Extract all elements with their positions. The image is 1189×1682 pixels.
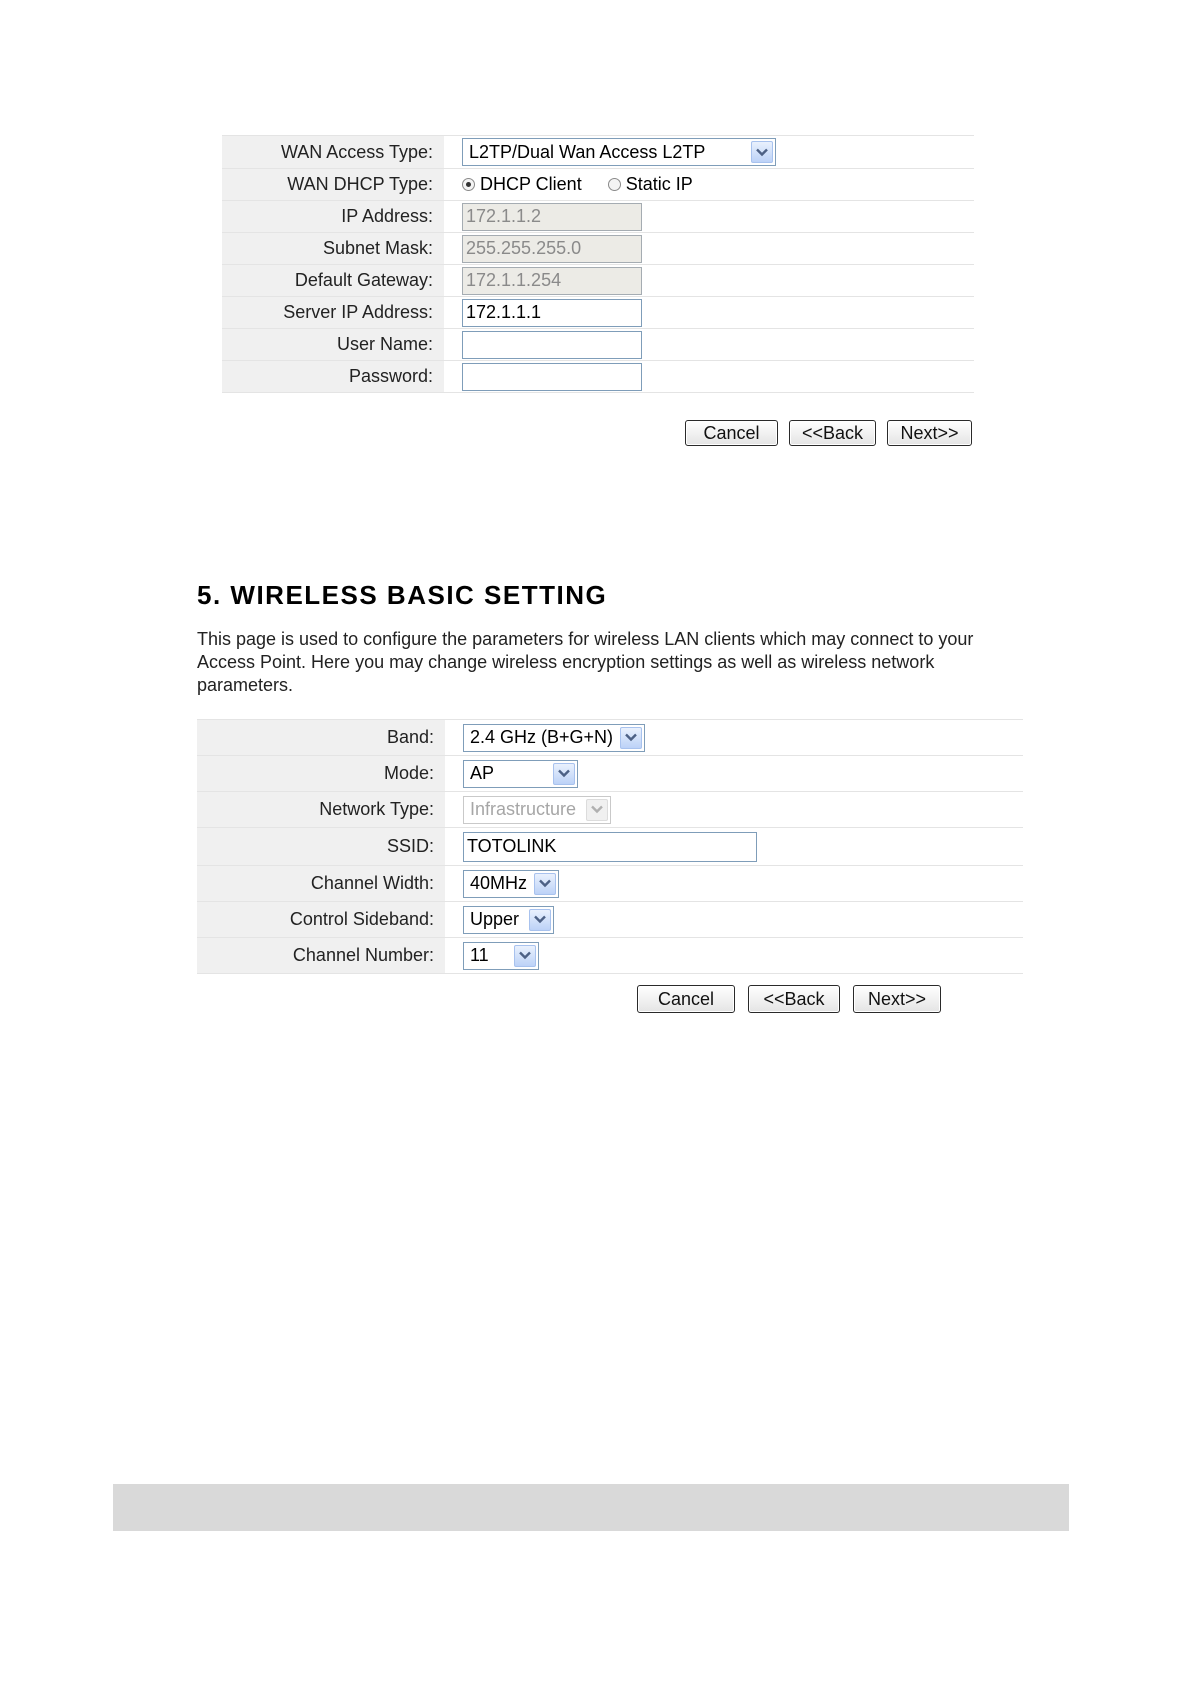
row-mode: [197, 756, 1023, 792]
section-title: 5. WIRELESS BASIC SETTING: [197, 580, 608, 610]
label-default-gateway: Default Gateway:: [222, 265, 444, 296]
wan-access-type-select[interactable]: [462, 138, 776, 166]
default-gateway-field[interactable]: 172.1.1.254: [462, 267, 642, 295]
row-server-ip: [222, 297, 974, 329]
wireless-next-button[interactable]: Next>>: [853, 985, 941, 1013]
user-name-field[interactable]: [462, 331, 642, 359]
wan-back-button[interactable]: <<Back: [789, 420, 876, 446]
label-channel-number: Channel Number:: [197, 938, 445, 973]
channel-width-select[interactable]: [463, 870, 559, 898]
chevron-down-icon: [529, 909, 551, 931]
row-subnet-mask: [222, 233, 974, 265]
radio-dot-icon: [462, 178, 475, 191]
label-band: Band:: [197, 720, 445, 755]
chevron-down-icon: [553, 763, 575, 785]
server-ip-field[interactable]: 172.1.1.1: [462, 299, 642, 327]
network-type-value: Infrastructure: [470, 799, 577, 819]
row-default-gateway: [222, 265, 974, 297]
radio-static-ip[interactable]: [608, 174, 693, 195]
radio-dot-icon: [608, 178, 621, 191]
label-network-type: Network Type:: [197, 792, 445, 827]
ssid-field[interactable]: TOTOLINK: [463, 832, 757, 862]
channel-number-select[interactable]: [463, 942, 539, 970]
wan-next-button[interactable]: Next>>: [887, 420, 972, 446]
channel-width-value: 40MHz: [470, 873, 528, 893]
mode-value: AP: [470, 763, 495, 783]
label-server-ip: Server IP Address:: [222, 297, 444, 328]
label-ip-address: IP Address:: [222, 201, 444, 232]
radio-dhcp-client-label: DHCP Client: [480, 174, 582, 194]
label-channel-width: Channel Width:: [197, 866, 445, 901]
row-user-name: [222, 329, 974, 361]
chevron-down-icon: [620, 727, 642, 749]
wireless-cancel-button[interactable]: Cancel: [637, 985, 735, 1013]
ip-address-field[interactable]: 172.1.1.2: [462, 203, 642, 231]
label-control-sideband: Control Sideband:: [197, 902, 445, 937]
row-wan-access-type: [222, 136, 974, 169]
wireless-settings-table: [197, 719, 1023, 974]
wan-settings-table: [222, 135, 974, 393]
label-password: Password:: [222, 361, 444, 392]
label-ssid: SSID:: [197, 828, 445, 865]
radio-dhcp-client[interactable]: [462, 174, 582, 195]
row-ip-address: [222, 201, 974, 233]
channel-number-value: 11: [470, 945, 489, 965]
radio-static-ip-label: Static IP: [625, 174, 693, 194]
label-mode: Mode:: [197, 756, 445, 791]
row-network-type: [197, 792, 1023, 828]
footer-bar: [113, 1484, 1069, 1531]
chevron-down-icon: [514, 945, 536, 967]
band-value: 2.4 GHz (B+G+N): [470, 727, 614, 747]
label-user-name: User Name:: [222, 329, 444, 360]
row-band: [197, 720, 1023, 756]
chevron-down-icon: [751, 141, 773, 163]
mode-select[interactable]: [463, 760, 578, 788]
control-sideband-value: Upper: [470, 909, 520, 929]
control-sideband-select[interactable]: [463, 906, 554, 934]
section-description: This page is used to configure the parameters for wireless LAN clients which may connect to your Access Point. Here you may change wireless encryption settings as well as wireless network parameters.: [197, 629, 974, 695]
row-password: [222, 361, 974, 393]
row-channel-number: [197, 938, 1023, 974]
chevron-down-icon: [586, 799, 608, 821]
label-subnet-mask: Subnet Mask:: [222, 233, 444, 264]
band-select[interactable]: [463, 724, 645, 752]
row-ssid: [197, 828, 1023, 866]
network-type-select[interactable]: [463, 796, 611, 824]
wireless-back-button[interactable]: <<Back: [748, 985, 840, 1013]
chevron-down-icon: [534, 873, 556, 895]
subnet-mask-field[interactable]: 255.255.255.0: [462, 235, 642, 263]
row-control-sideband: [197, 902, 1023, 938]
label-wan-access-type: WAN Access Type:: [222, 136, 444, 168]
password-field[interactable]: [462, 363, 642, 391]
label-wan-dhcp-type: WAN DHCP Type:: [222, 169, 444, 200]
wan-cancel-button[interactable]: Cancel: [685, 420, 778, 446]
row-wan-dhcp-type: [222, 169, 974, 201]
row-channel-width: [197, 866, 1023, 902]
wan-access-type-value: L2TP/Dual Wan Access L2TP: [469, 141, 706, 162]
